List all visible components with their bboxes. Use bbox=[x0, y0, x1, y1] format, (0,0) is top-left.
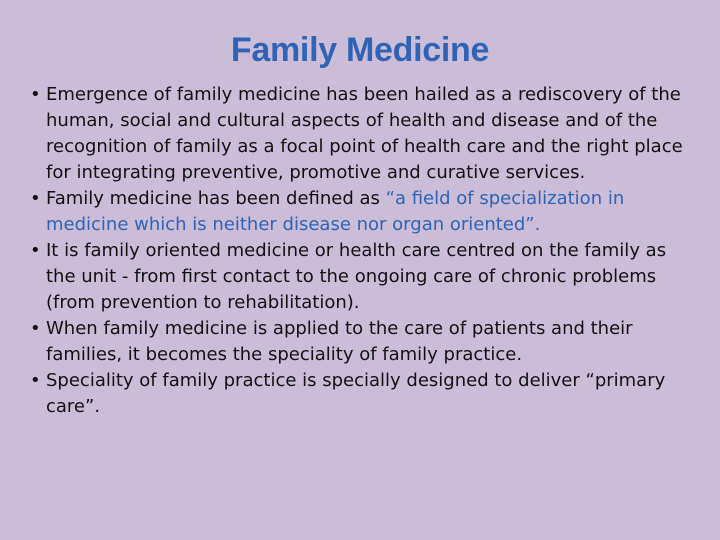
bullet-text: Family medicine has been defined as bbox=[46, 188, 386, 209]
bullet-text: When family medicine is applied to the care of patients and their families, it becomes the speciality of family practice. bbox=[46, 318, 633, 365]
bullet-item bbox=[30, 238, 695, 316]
bullet-item bbox=[30, 368, 695, 420]
bullet-text: It is family oriented medicine or health care centred on the family as the unit - from first contact to the ongoing care of chronic problems (from prevention to rehabilitation). bbox=[46, 240, 667, 313]
slide-title: Family Medicine bbox=[230, 31, 490, 69]
bullet-text: Emergence of family medicine has been hailed as a rediscovery of the human, social and cultural aspects of health and disease and of the recognition of family as a focal point of health care and the right place for integrating preventive, promotive and curative services. bbox=[46, 84, 683, 183]
bullet-list bbox=[30, 82, 695, 420]
bullet-definition-quote: “a field of specialization in medicine which is neither disease nor organ oriented”. bbox=[46, 188, 625, 235]
bullet-item bbox=[30, 186, 695, 238]
bullet-item bbox=[30, 316, 695, 368]
bullet-item bbox=[30, 82, 695, 186]
bullet-text: Speciality of family practice is specially designed to deliver “primary care”. bbox=[46, 370, 666, 417]
